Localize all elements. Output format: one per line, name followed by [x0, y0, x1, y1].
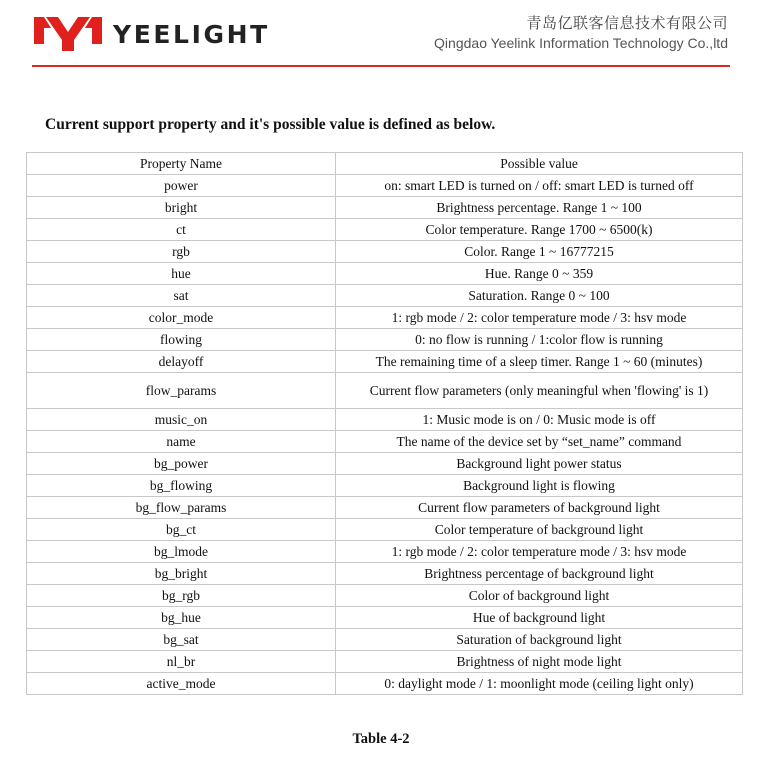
table-row — [27, 285, 743, 307]
property-name-cell: bg_rgb — [27, 585, 336, 607]
property-name-cell: delayoff — [27, 351, 336, 373]
possible-value-cell: Brightness of night mode light — [336, 651, 743, 673]
possible-value-cell: 1: rgb mode / 2: color temperature mode / 3: hsv mode — [336, 307, 743, 329]
possible-value-cell: Current flow parameters of background light — [336, 497, 743, 519]
page-header — [0, 0, 762, 68]
property-name-cell: bg_bright — [27, 563, 336, 585]
possible-value-cell: The name of the device set by “set_name” command — [336, 431, 743, 453]
property-name-cell: power — [27, 175, 336, 197]
property-name-cell: sat — [27, 285, 336, 307]
table-caption: Table 4-2 — [352, 731, 410, 747]
property-name-cell: name — [27, 431, 336, 453]
table-row — [27, 607, 743, 629]
table-row — [27, 197, 743, 219]
header-divider — [32, 65, 730, 67]
property-name-cell: bg_flow_params — [27, 497, 336, 519]
property-name-cell: rgb — [27, 241, 336, 263]
company-name-english: Qingdao Yeelink Information Technology Co.,ltd — [434, 35, 728, 51]
table-row — [27, 263, 743, 285]
table-row — [27, 519, 743, 541]
property-table — [26, 152, 743, 695]
possible-value-cell: 0: daylight mode / 1: moonlight mode (ceiling light only) — [336, 673, 743, 695]
possible-value-cell: Color of background light — [336, 585, 743, 607]
table-row — [27, 431, 743, 453]
yeelight-logo-icon — [34, 14, 102, 54]
possible-value-cell: 1: rgb mode / 2: color temperature mode / 3: hsv mode — [336, 541, 743, 563]
possible-value-cell: Brightness percentage of background light — [336, 563, 743, 585]
company-name-chinese: 青岛亿联客信息技术有限公司 — [526, 14, 728, 32]
intro-text: Current support property and it's possible value is defined as below. — [45, 116, 496, 133]
table-row — [27, 409, 743, 431]
brand-name: YEELIGHT — [113, 20, 270, 49]
property-name-cell: bg_power — [27, 453, 336, 475]
possible-value-cell: Brightness percentage. Range 1 ~ 100 — [336, 197, 743, 219]
possible-value-cell: Color temperature of background light — [336, 519, 743, 541]
property-name-cell: ct — [27, 219, 336, 241]
possible-value-cell: Current flow parameters (only meaningful when 'flowing' is 1) — [336, 373, 743, 409]
possible-value-cell: The remaining time of a sleep timer. Range 1 ~ 60 (minutes) — [336, 351, 743, 373]
property-name-cell: bg_ct — [27, 519, 336, 541]
property-name-cell: color_mode — [27, 307, 336, 329]
possible-value-cell: Color. Range 1 ~ 16777215 — [336, 241, 743, 263]
property-name-cell: music_on — [27, 409, 336, 431]
column-header-possible-value: Possible value — [336, 153, 743, 175]
table-row — [27, 373, 743, 409]
table-row — [27, 475, 743, 497]
table-row — [27, 585, 743, 607]
property-name-cell: nl_br — [27, 651, 336, 673]
table-row — [27, 351, 743, 373]
table-row — [27, 241, 743, 263]
table-row — [27, 453, 743, 475]
possible-value-cell: Saturation. Range 0 ~ 100 — [336, 285, 743, 307]
possible-value-cell: Color temperature. Range 1700 ~ 6500(k) — [336, 219, 743, 241]
property-name-cell: hue — [27, 263, 336, 285]
table-row — [27, 563, 743, 585]
column-header-property-name: Property Name — [27, 153, 336, 175]
property-name-cell: active_mode — [27, 673, 336, 695]
table-row — [27, 175, 743, 197]
table-row — [27, 219, 743, 241]
table-body — [27, 175, 743, 695]
possible-value-cell: Hue of background light — [336, 607, 743, 629]
property-name-cell: bg_hue — [27, 607, 336, 629]
property-name-cell: flowing — [27, 329, 336, 351]
property-name-cell: bright — [27, 197, 336, 219]
possible-value-cell: Background light is flowing — [336, 475, 743, 497]
table-row — [27, 541, 743, 563]
table-row — [27, 329, 743, 351]
property-name-cell: bg_flowing — [27, 475, 336, 497]
possible-value-cell: 1: Music mode is on / 0: Music mode is off — [336, 409, 743, 431]
possible-value-cell: Background light power status — [336, 453, 743, 475]
possible-value-cell: 0: no flow is running / 1:color flow is running — [336, 329, 743, 351]
table-row — [27, 673, 743, 695]
possible-value-cell: Hue. Range 0 ~ 359 — [336, 263, 743, 285]
property-name-cell: flow_params — [27, 373, 336, 409]
table-row — [27, 651, 743, 673]
table-row — [27, 629, 743, 651]
table-row — [27, 307, 743, 329]
property-name-cell: bg_sat — [27, 629, 336, 651]
property-name-cell: bg_lmode — [27, 541, 336, 563]
table-row — [27, 497, 743, 519]
possible-value-cell: Saturation of background light — [336, 629, 743, 651]
possible-value-cell: on: smart LED is turned on / off: smart LED is turned off — [336, 175, 743, 197]
table-header-row — [27, 153, 743, 175]
